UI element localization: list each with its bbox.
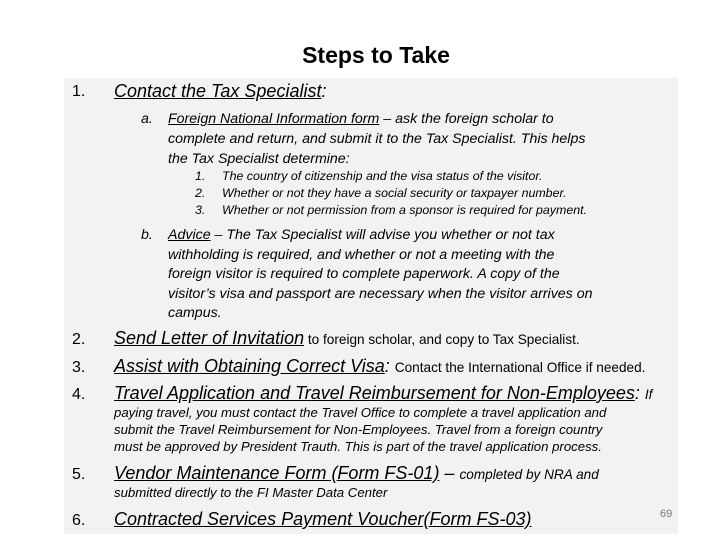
step-4-number: 4. (72, 386, 86, 403)
advice-link[interactable]: Advice (168, 227, 211, 243)
step-1-line: Contact the Tax Specialist: (114, 81, 327, 101)
step-3-number: 3. (72, 359, 86, 376)
step-1a-line-1: Foreign National Information form – ask the foreign scholar to (168, 111, 554, 127)
step-1-number: 1. (72, 83, 86, 100)
step-1a-item-3: Whether or not permission from a sponsor is required for payment. (222, 203, 587, 217)
step-1b-line-2: withholding is required, and whether or not a meeting with the (168, 247, 555, 263)
step-2-line: Send Letter of Invitation to foreign scholar, and copy to Tax Specialist. (114, 328, 580, 348)
step-1a-item-1-num: 1. (195, 169, 206, 183)
step-1a-item-2-num: 2. (195, 186, 206, 200)
step-5-number: 5. (72, 466, 86, 483)
travel-application-link[interactable]: Travel Application and Travel Reimbursement for Non-Employees (114, 383, 635, 403)
page-title: Steps to Take (302, 42, 450, 68)
letter-of-invitation-link[interactable]: Send Letter of Invitation (114, 328, 305, 348)
step-1b-line-4: visitor’s visa and passport are necessary when the visitor arrives on (168, 286, 593, 302)
step-4-line-4: must be approved by President Trauth. This is part of the travel application process. (114, 439, 602, 454)
step-4-line-2: paying travel, you must contact the Travel Office to complete a travel application and (114, 405, 607, 420)
vendor-maintenance-form-link[interactable]: Vendor Maintenance Form (Form FS-01) (114, 463, 440, 483)
step-4-line-3: submit the Travel Reimbursement for Non-Employees. Travel from a foreign country (114, 422, 603, 437)
step-1b-line-3: foreign visitor is required to complete paperwork. A copy of the (168, 266, 560, 282)
step-1a-line-2: complete and return, and submit it to the Tax Specialist. This helps (168, 131, 586, 147)
step-6-number: 6. (72, 512, 86, 529)
foreign-national-form-link[interactable]: Foreign National Information form (168, 111, 380, 127)
step-5-line-2: submitted directly to the FI Master Data Center (114, 485, 388, 500)
step-1a-item-3-num: 3. (195, 203, 206, 217)
step-3-line: Assist with Obtaining Correct Visa: Contact the International Office if needed. (114, 356, 646, 376)
step-1a-item-1: The country of citizenship and the visa status of the visitor. (222, 169, 543, 183)
step-1a-item-2: Whether or not they have a social security or taxpayer number. (222, 186, 567, 200)
obtaining-visa-link[interactable]: Assist with Obtaining Correct Visa (114, 356, 385, 376)
step-2-number: 2. (72, 331, 86, 348)
step-4-line-1: Travel Application and Travel Reimbursement for Non-Employees: If (114, 383, 653, 403)
step-6-line (114, 509, 531, 530)
payment-voucher-link[interactable]: Contracted Services Payment Voucher(Form FS-03) (114, 509, 532, 529)
step-1a-marker: a. (141, 111, 153, 127)
step-1b-marker: b. (141, 227, 153, 243)
step-5-line-1: Vendor Maintenance Form (Form FS-01) – completed by NRA and (114, 463, 599, 483)
step-1b-line-1: Advice – The Tax Specialist will advise you whether or not tax (168, 227, 555, 243)
page-number: 69 (660, 508, 673, 520)
tax-specialist-link[interactable]: Contact the Tax Specialist (114, 81, 322, 101)
step-1a-line-3: the Tax Specialist determine: (168, 151, 350, 167)
step-1b-line-5: campus. (168, 305, 222, 321)
